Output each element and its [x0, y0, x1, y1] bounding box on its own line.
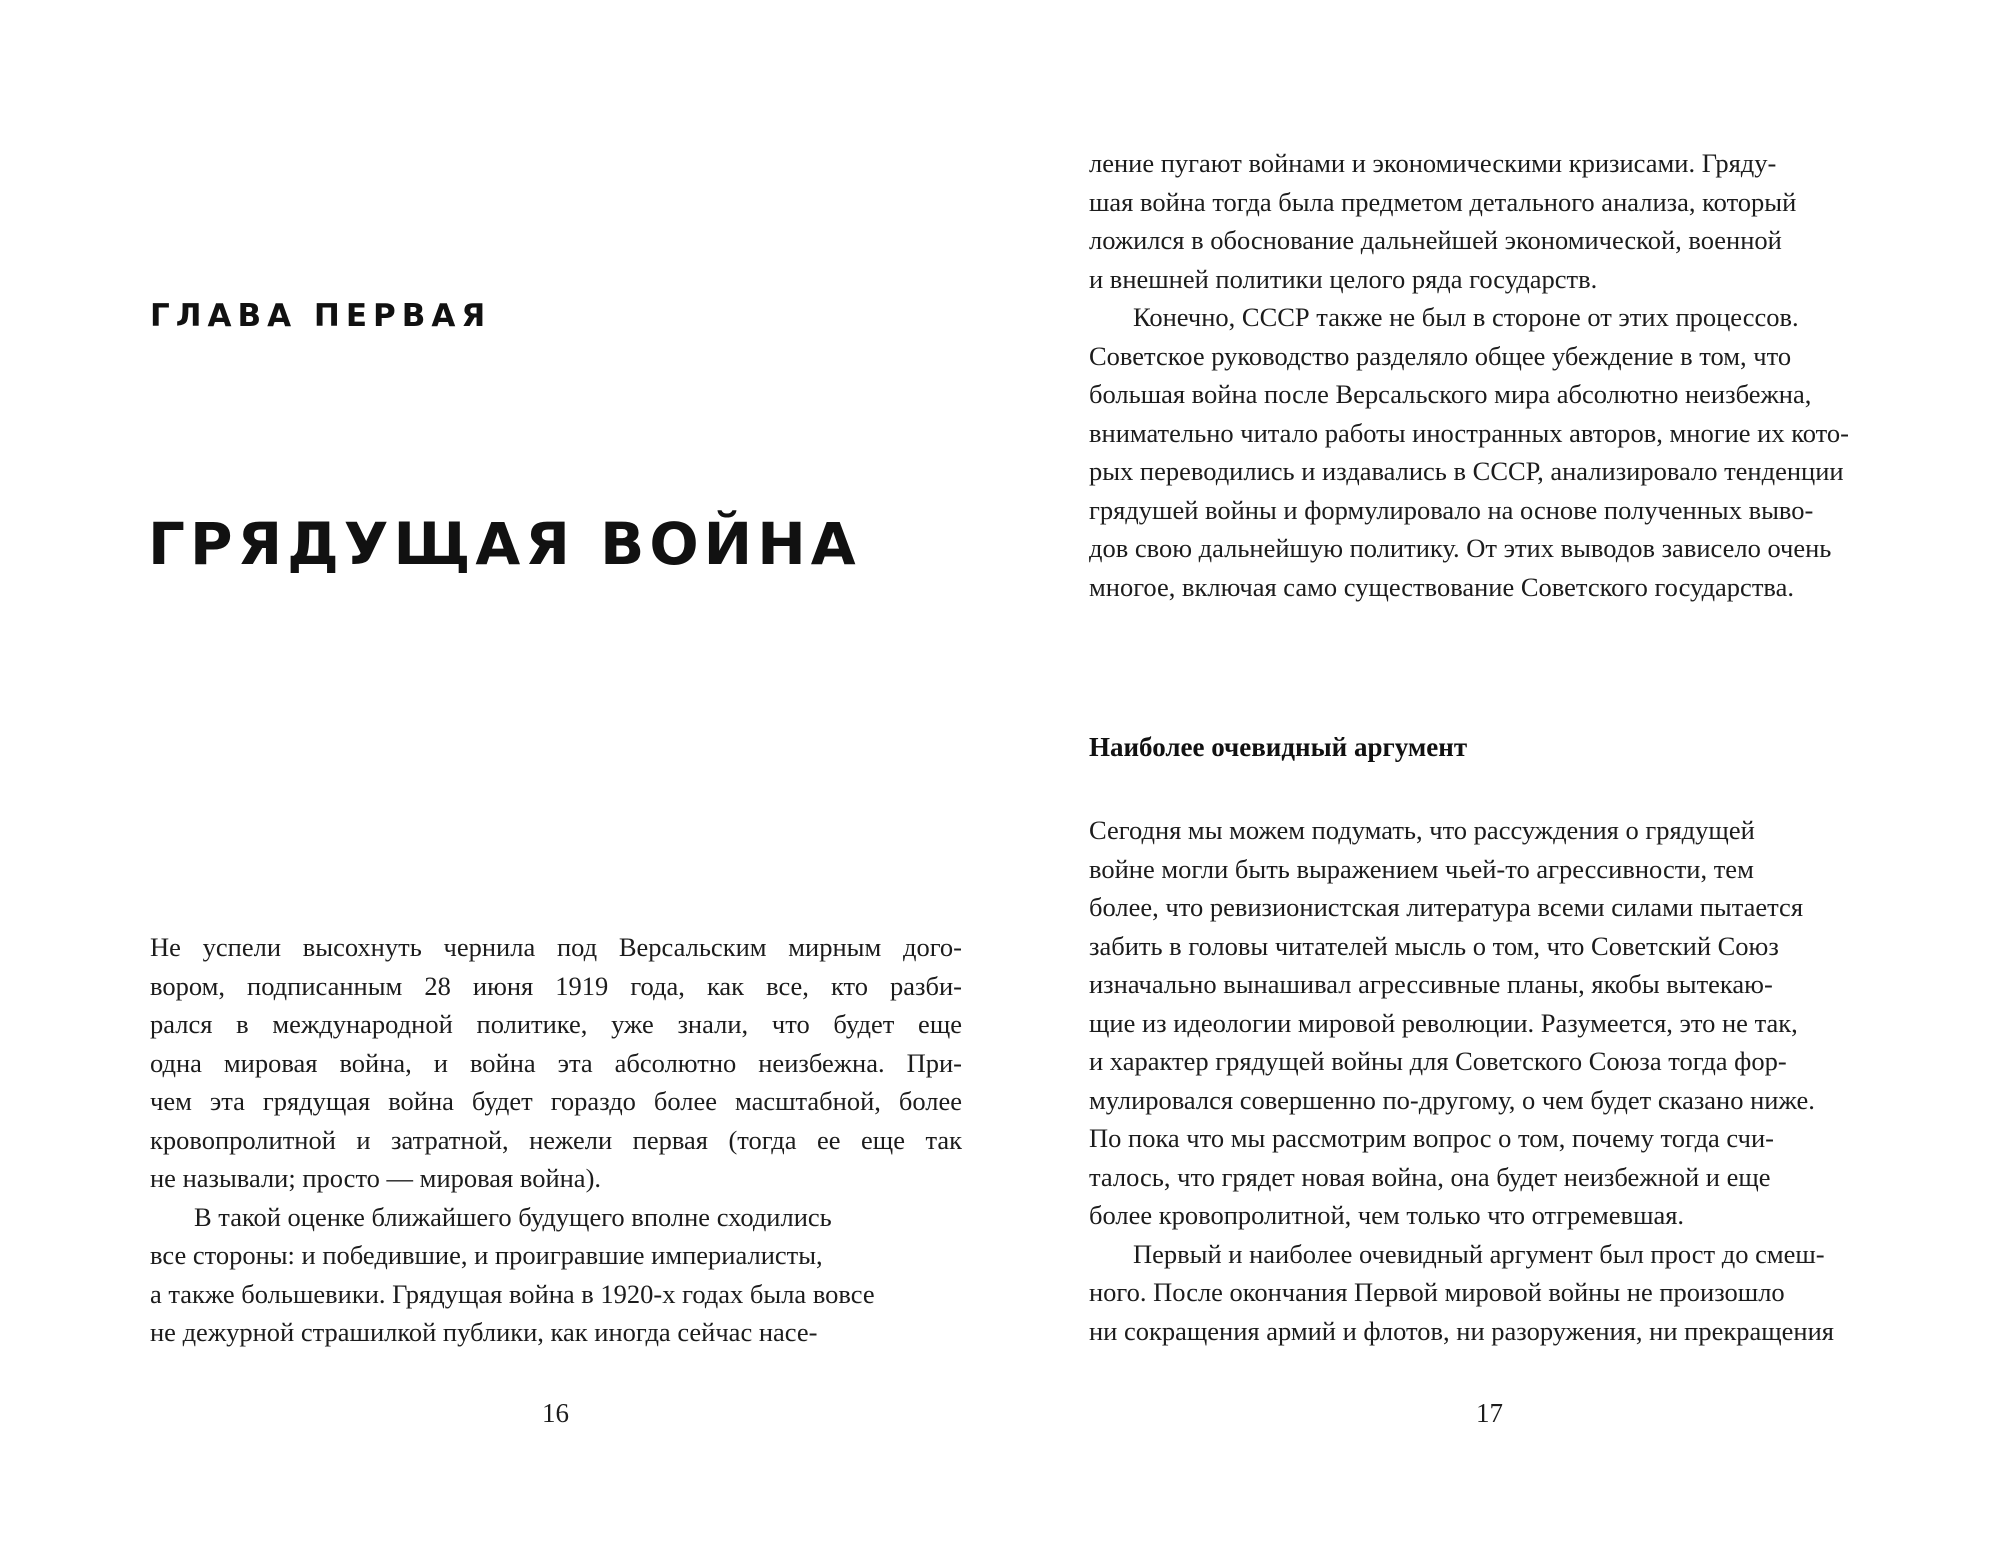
text-line: и внешней политики целого ряда государств. — [1089, 263, 1598, 294]
text-line: кровопролитной и затратной, нежели первая (тогда ее еще так — [150, 1124, 962, 1155]
text-line: рых переводились и издавались в СССР, анализировало тенденции — [1089, 456, 1844, 486]
text-line: Первый и наиболее очевидный аргумент был прост до смеш- — [1133, 1238, 1825, 1269]
text-line: дов свою дальнейшую политику. От этих выводов зависело очень — [1089, 533, 1832, 563]
chapter-label: ГЛАВА ПЕРВАЯ — [150, 298, 492, 334]
paragraph — [1089, 1235, 1901, 1351]
text-line: войне могли быть выражением чьей-то агрессивности, тем — [1089, 853, 1754, 884]
paragraph — [1089, 144, 1901, 298]
section-heading: Наиболее очевидный аргумент — [1089, 732, 1468, 762]
right-body-text-bottom — [1089, 811, 1901, 1350]
text-line: Сегодня мы можем подумать, что рассуждения о грядущей — [1089, 815, 1755, 845]
paragraph — [1089, 298, 1901, 606]
text-line: чем эта грядущая война будет гораздо более масштабной, более — [150, 1086, 962, 1116]
text-line: ложился в обоснование дальнейшей экономической, военной — [1089, 225, 1782, 255]
text-line: талось, что грядет новая война, она будет неизбежной и еще — [1089, 1161, 1771, 1192]
paragraph — [1089, 811, 1901, 1235]
text-line: не называли; просто — мировая война). — [150, 1163, 602, 1193]
right-body-text-top — [1089, 144, 1901, 606]
text-line: более кровопролитной, чем только что отгремевшая. — [1089, 1200, 1685, 1230]
text-line: ление пугают войнами и экономическими кризисами. Гряду- — [1089, 148, 1777, 178]
text-line: Не успели высохнуть чернила под Версальским мирным дого- — [150, 932, 962, 962]
text-line: ного. После окончания Первой мировой войны не произошло — [1089, 1277, 1785, 1307]
text-line: многое, включая само существование Советского государства. — [1089, 571, 1794, 602]
text-line: не дежурной страшилкой публики, как иногда сейчас насе- — [150, 1317, 818, 1347]
text-line: грядушей войны и формулировало на основе полученных выво- — [1089, 494, 1814, 525]
paragraph — [150, 1198, 962, 1352]
text-line: вором, подписанным 28 июня 1919 года, как все, кто разби- — [150, 970, 962, 1001]
text-line: более, что ревизионистская литература всеми силами пытается — [1089, 892, 1804, 922]
text-line: внимательно читало работы иностранных авторов, многие их кото- — [1089, 417, 1849, 448]
text-line: одна мировая война, и война эта абсолютно неизбежна. При- — [150, 1047, 962, 1078]
right-page — [1000, 0, 2000, 1545]
text-line: забить в головы читателей мысль о том, что Советский Союз — [1089, 930, 1779, 961]
left-body-text — [150, 928, 962, 1352]
chapter-title: ГРЯДУЩАЯ ВОЙНА — [148, 510, 861, 578]
text-line: рался в международной политике, уже знали, что будет еще — [150, 1009, 962, 1039]
text-line: большая война после Версальского мира абсолютно неизбежна, — [1089, 379, 1812, 409]
text-line: изначально вынашивал агрессивные планы, якобы вытекаю- — [1089, 969, 1773, 999]
text-line: все стороны: и победившие, и проигравшие империалисты, — [150, 1240, 823, 1270]
text-line: шая война тогда была предметом детального анализа, который — [1089, 186, 1797, 217]
text-line: ни сокращения армий и флотов, ни разоружения, ни прекращения — [1089, 1315, 1834, 1346]
page-number: 16 — [542, 1398, 569, 1428]
text-line: Советское руководство разделяло общее убеждение в том, что — [1089, 340, 1792, 371]
text-line: По пока что мы рассмотрим вопрос о том, почему тогда счи- — [1089, 1123, 1775, 1153]
paragraph — [150, 928, 962, 1198]
text-line: мулировался совершенно по-другому, о чем будет сказано ниже. — [1089, 1084, 1815, 1115]
text-line: щие из идеологии мировой революции. Разумеется, это не так, — [1089, 1007, 1798, 1038]
text-line: и характер грядущей войны для Советского Союза тогда фор- — [1089, 1046, 1787, 1076]
text-line: В такой оценке ближайшего будущего вполне сходились — [194, 1201, 832, 1232]
text-line: а также большевики. Грядущая война в 1920-х годах была вовсе — [150, 1278, 875, 1309]
text-line: Конечно, СССР также не был в стороне от этих процессов. — [1133, 302, 1799, 332]
page-number: 17 — [1476, 1398, 1503, 1428]
